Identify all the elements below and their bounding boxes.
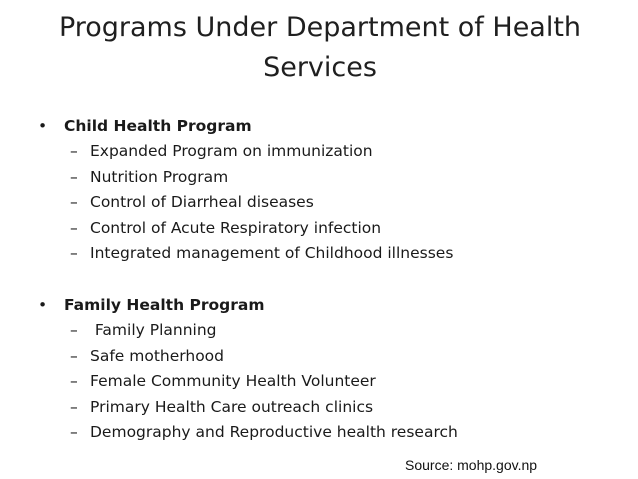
bullet-icon: •	[38, 295, 48, 314]
list-item-text: Female Community Health Volunteer	[90, 372, 376, 391]
section-child-health	[38, 113, 628, 267]
list-item	[70, 165, 628, 191]
dash-icon: –	[70, 372, 78, 391]
list-item	[70, 369, 628, 395]
list-item	[70, 395, 628, 421]
section-heading	[38, 113, 628, 139]
section-heading-text: Family Health Program	[64, 295, 265, 314]
section-family-health	[38, 292, 628, 446]
sub-list	[38, 139, 628, 267]
list-item-text: Control of Diarrheal diseases	[90, 193, 314, 212]
list-item-text: Family Planning	[90, 320, 217, 339]
sub-list	[38, 318, 628, 446]
list-item	[70, 216, 628, 242]
list-item-text: Demography and Reproductive health research	[90, 423, 458, 442]
source-caption: Source: mohp.gov.np	[405, 457, 538, 473]
title-line-2: Services	[263, 52, 377, 83]
list-item-text: Expanded Program on immunization	[90, 142, 373, 160]
section-heading	[38, 292, 628, 318]
list-item-text: Integrated management of Childhood illnesses	[90, 244, 454, 263]
dash-icon: –	[70, 244, 78, 263]
list-item	[70, 420, 628, 446]
section-heading-text: Child Health Program	[64, 117, 252, 135]
title-line-1: Programs Under Department of Health	[58, 12, 582, 43]
list-item-text: Primary Health Care outreach clinics	[90, 397, 374, 416]
dash-icon: –	[70, 397, 78, 416]
list-item	[70, 318, 628, 344]
dash-icon: –	[70, 193, 78, 212]
list-item	[70, 344, 628, 370]
dash-icon: –	[70, 346, 78, 365]
slide-title	[20, 8, 620, 88]
list-item	[70, 139, 628, 165]
dash-icon: –	[70, 142, 78, 160]
dash-icon: –	[70, 167, 78, 186]
dash-icon: –	[70, 218, 78, 237]
list-item-text: Nutrition Program	[90, 167, 229, 186]
slide-body	[38, 113, 628, 446]
bullet-icon: •	[38, 117, 48, 135]
list-item	[70, 241, 628, 267]
dash-icon: –	[70, 320, 78, 339]
section-spacer	[38, 267, 628, 292]
list-item-text: Control of Acute Respiratory infection	[90, 218, 382, 237]
list-item	[70, 190, 628, 216]
list-item-text: Safe motherhood	[90, 346, 225, 365]
dash-icon: –	[70, 423, 78, 442]
